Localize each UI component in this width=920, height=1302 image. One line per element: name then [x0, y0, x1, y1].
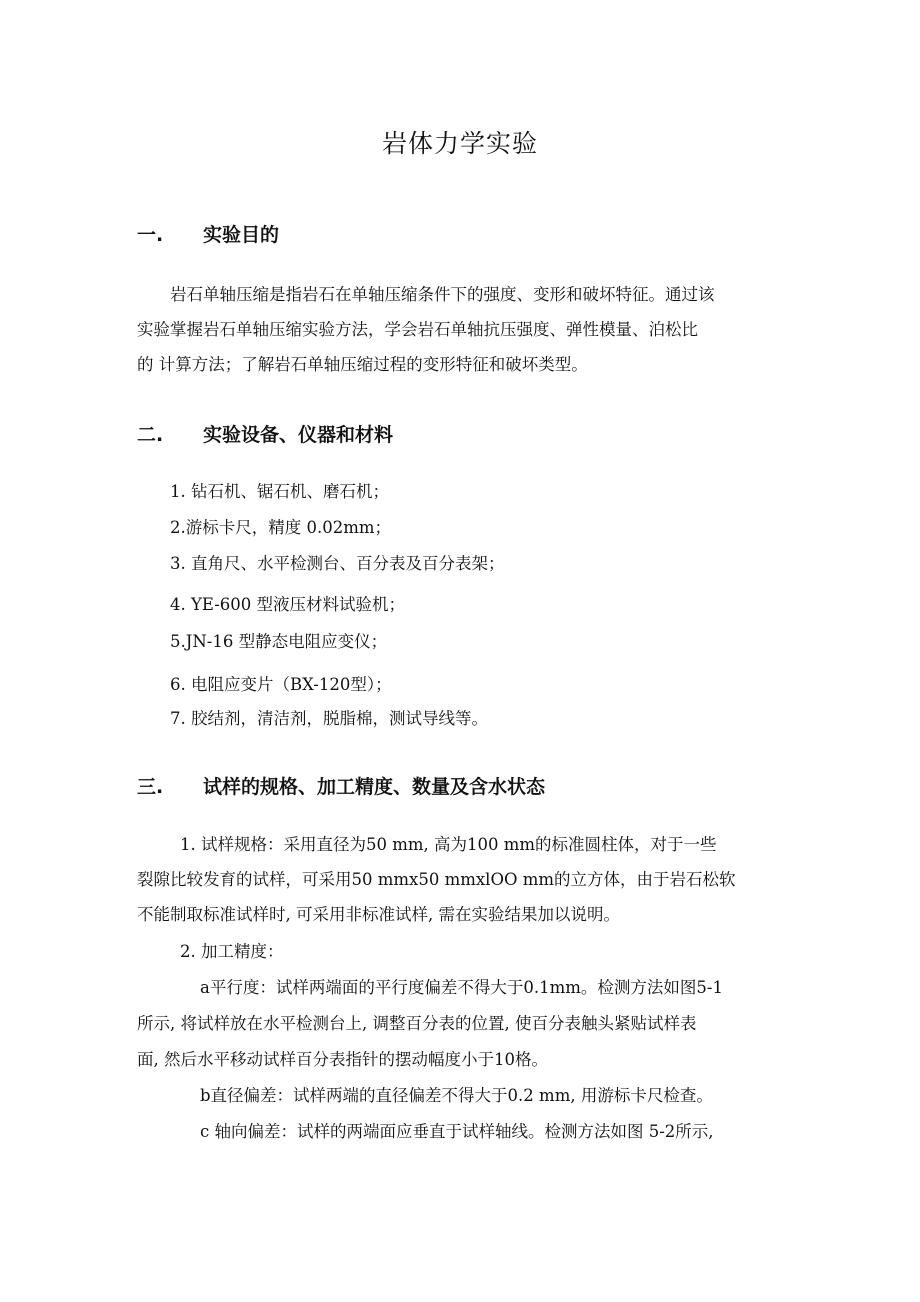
paragraph-line: 岩石单轴压缩是指岩石在单轴压缩条件下的强度、变形和破坏特征。通过该	[170, 285, 715, 304]
paragraph-line: 实验掌握岩石单轴压缩实验方法，学会岩石单轴抗压强度、弹性模量、泊松比	[137, 320, 698, 339]
paragraph-line: 所示, 将试样放在水平检测台上, 调整百分表的位置, 使百分表触头紧贴试样表	[137, 1014, 697, 1033]
paragraph-line: c 轴向偏差：试样的两端面应垂直于试样轴线。检测方法如图 5-2所示,	[200, 1122, 714, 1141]
section-number: 二.	[137, 424, 164, 446]
section-heading-specimen	[137, 772, 545, 799]
section-heading-equipment	[137, 420, 393, 447]
document-title: 岩体力学实验	[381, 129, 538, 158]
equipment-item: 6. 电阻应变片（BX-120型）；	[170, 675, 392, 694]
equipment-item: 7. 胶结剂，清洁剂，脱脂棉，测试导线等。	[170, 709, 488, 728]
section-title: 实验设备、仪器和材料	[203, 424, 394, 446]
equipment-item: 1. 钻石机、锯石机、磨石机；	[170, 482, 389, 501]
equipment-item: 3. 直角尺、水平检测台、百分表及百分表架；	[170, 554, 505, 573]
paragraph-line: 不能制取标准试样时, 可采用非标准试样, 需在实验结果加以说明。	[137, 905, 620, 924]
section-title: 试样的规格、加工精度、数量及含水状态	[203, 776, 546, 798]
section-number: 一.	[137, 224, 164, 246]
equipment-item: 5.JN-16 型静态电阻应变仪；	[170, 632, 388, 651]
paragraph-line: 裂隙比较发育的试样，可采用50 mmx50 mmxlOO mm的立方体，由于岩石松软	[137, 870, 736, 889]
paragraph-line: 2. 加工精度：	[180, 942, 284, 961]
paragraph-line: a平行度：试样两端面的平行度偏差不得大于0.1mm。检测方法如图5-1	[200, 978, 723, 997]
section-title: 实验目的	[203, 224, 280, 246]
paragraph-line: 1. 试样规格：采用直径为50 mm, 高为100 mm的标准圆柱体，对于一些	[180, 835, 717, 854]
paragraph-line: 面, 然后水平移动试样百分表指针的摆动幅度小于10格。	[137, 1050, 548, 1069]
section-heading-purpose	[137, 220, 279, 247]
paragraph-line: b直径偏差：试样两端的直径偏差不得大于0.2 mm, 用游标卡尺检查。	[200, 1086, 713, 1105]
section-number: 三.	[137, 776, 164, 798]
paragraph-line: 的 计算方法；了解岩石单轴压缩过程的变形特征和破坏类型。	[137, 355, 588, 374]
equipment-item: 2.游标卡尺，精度 0.02mm；	[170, 518, 392, 537]
equipment-item: 4. YE-600 型液压材料试验机；	[170, 595, 406, 614]
